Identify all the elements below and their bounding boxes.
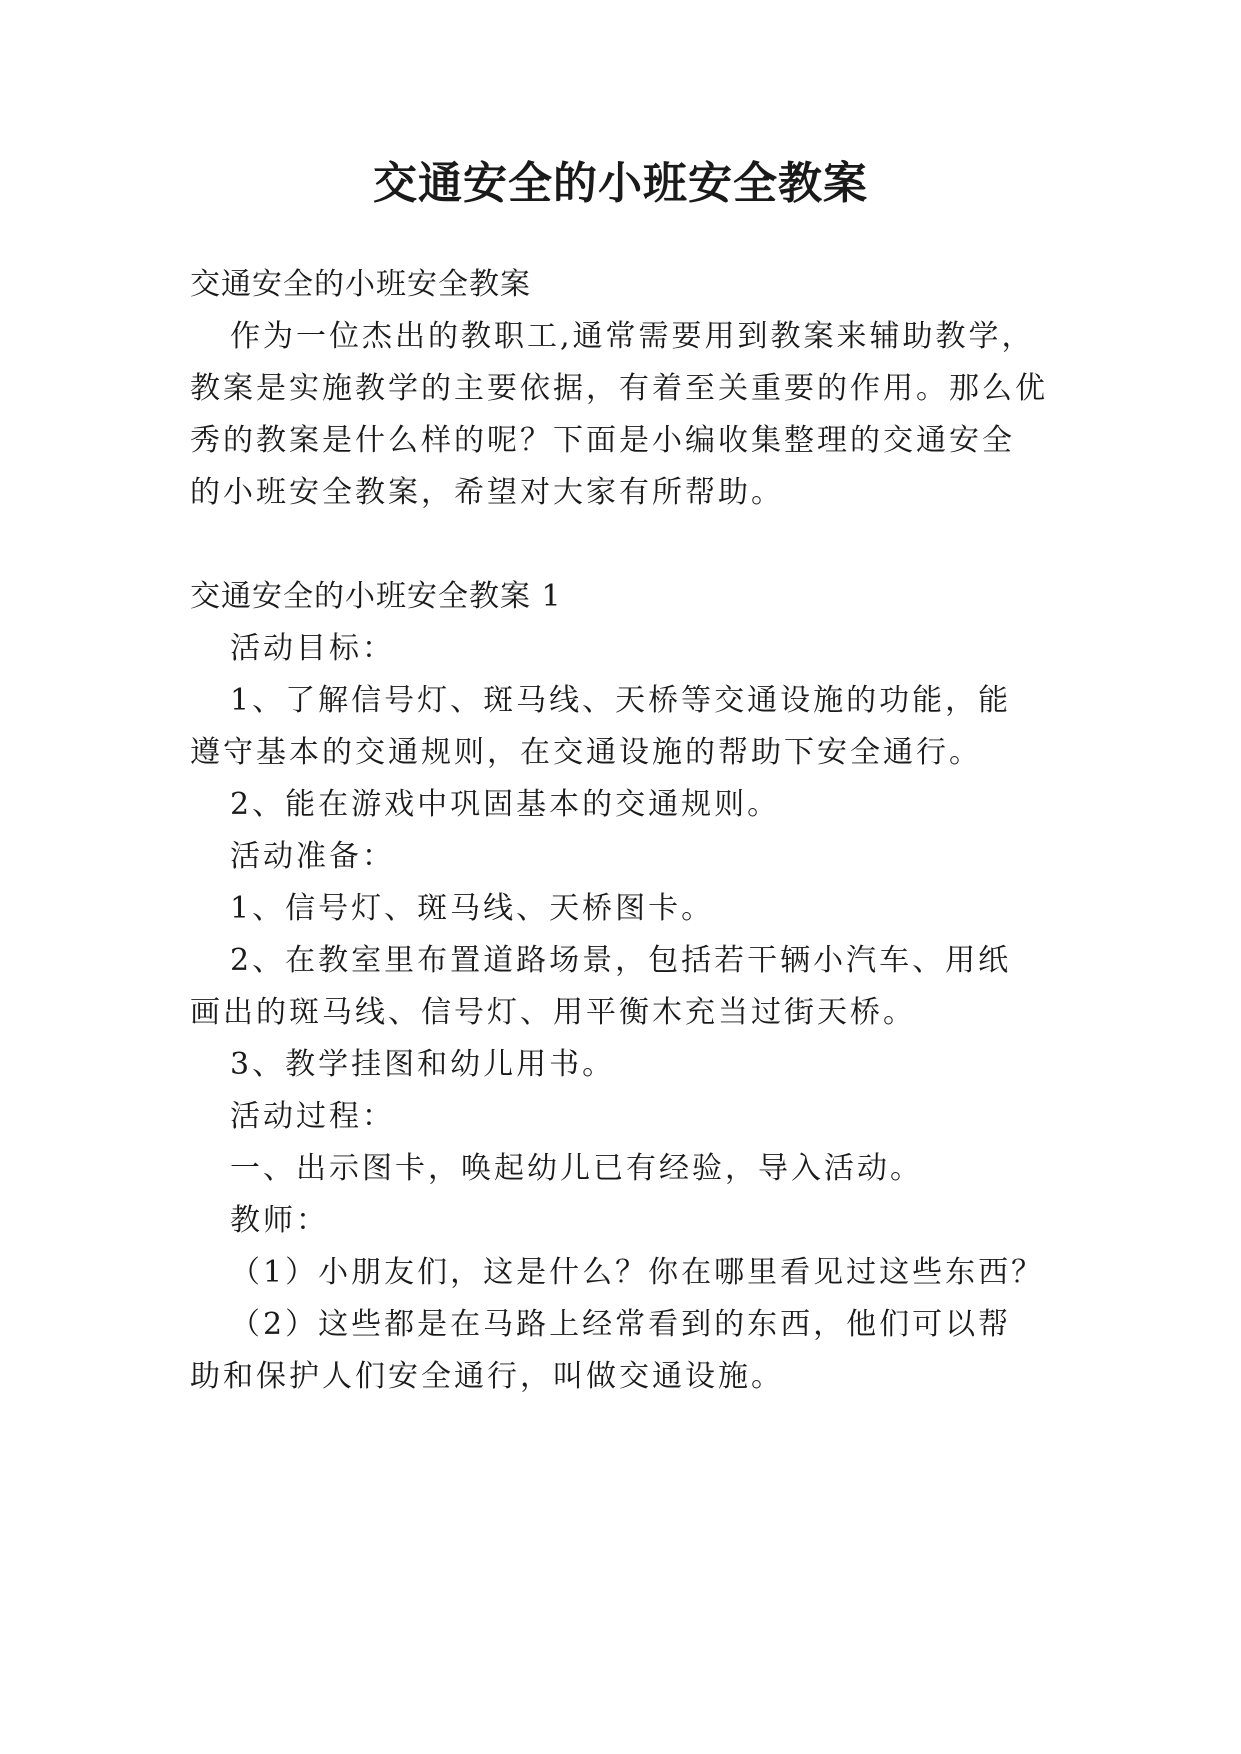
section-heading: 交通安全的小班安全教案 1	[190, 579, 562, 614]
paragraph-line: （1）小朋友们，这是什么？你在哪里看见过这些东西？	[230, 1255, 1045, 1290]
paragraph-line: 活动过程：	[230, 1099, 395, 1134]
paragraph-line: 秀的教案是什么样的呢？下面是小编收集整理的交通安全	[190, 423, 1015, 458]
paragraph-line: 2、能在游戏中巩固基本的交通规则。	[230, 787, 781, 822]
paragraph-line: 活动准备：	[230, 839, 395, 874]
paragraph-line: 1、信号灯、斑马线、天桥图卡。	[230, 891, 715, 926]
paragraph-line: 遵守基本的交通规则，在交通设施的帮助下安全通行。	[190, 735, 982, 770]
paragraph-line: 1、了解信号灯、斑马线、天桥等交通设施的功能，能	[230, 683, 1012, 718]
paragraph-line: 作为一位杰出的教职工,通常需要用到教案来辅助教学，	[230, 319, 1035, 354]
paragraph-line: （2）这些都是在马路上经常看到的东西，他们可以帮	[230, 1307, 1012, 1342]
paragraph-line: 教师：	[230, 1203, 329, 1238]
paragraph-line: 2、在教室里布置道路场景，包括若干辆小汽车、用纸	[230, 943, 1012, 978]
paragraph-line: 3、教学挂图和幼儿用书。	[230, 1047, 616, 1082]
paragraph-line: 活动目标：	[230, 631, 395, 666]
paragraph-line: 的小班安全教案，希望对大家有所帮助。	[190, 475, 784, 510]
document-title: 交通安全的小班安全教案	[373, 158, 868, 209]
doc-subtitle: 交通安全的小班安全教案	[190, 267, 531, 302]
paragraph-line: 一、出示图卡，唤起幼儿已有经验，导入活动。	[230, 1151, 923, 1186]
paragraph-line: 助和保护人们安全通行，叫做交通设施。	[190, 1359, 784, 1394]
paragraph-line: 画出的斑马线、信号灯、用平衡木充当过街天桥。	[190, 995, 916, 1030]
paragraph-line: 教案是实施教学的主要依据，有着至关重要的作用。那么优	[190, 371, 1048, 406]
